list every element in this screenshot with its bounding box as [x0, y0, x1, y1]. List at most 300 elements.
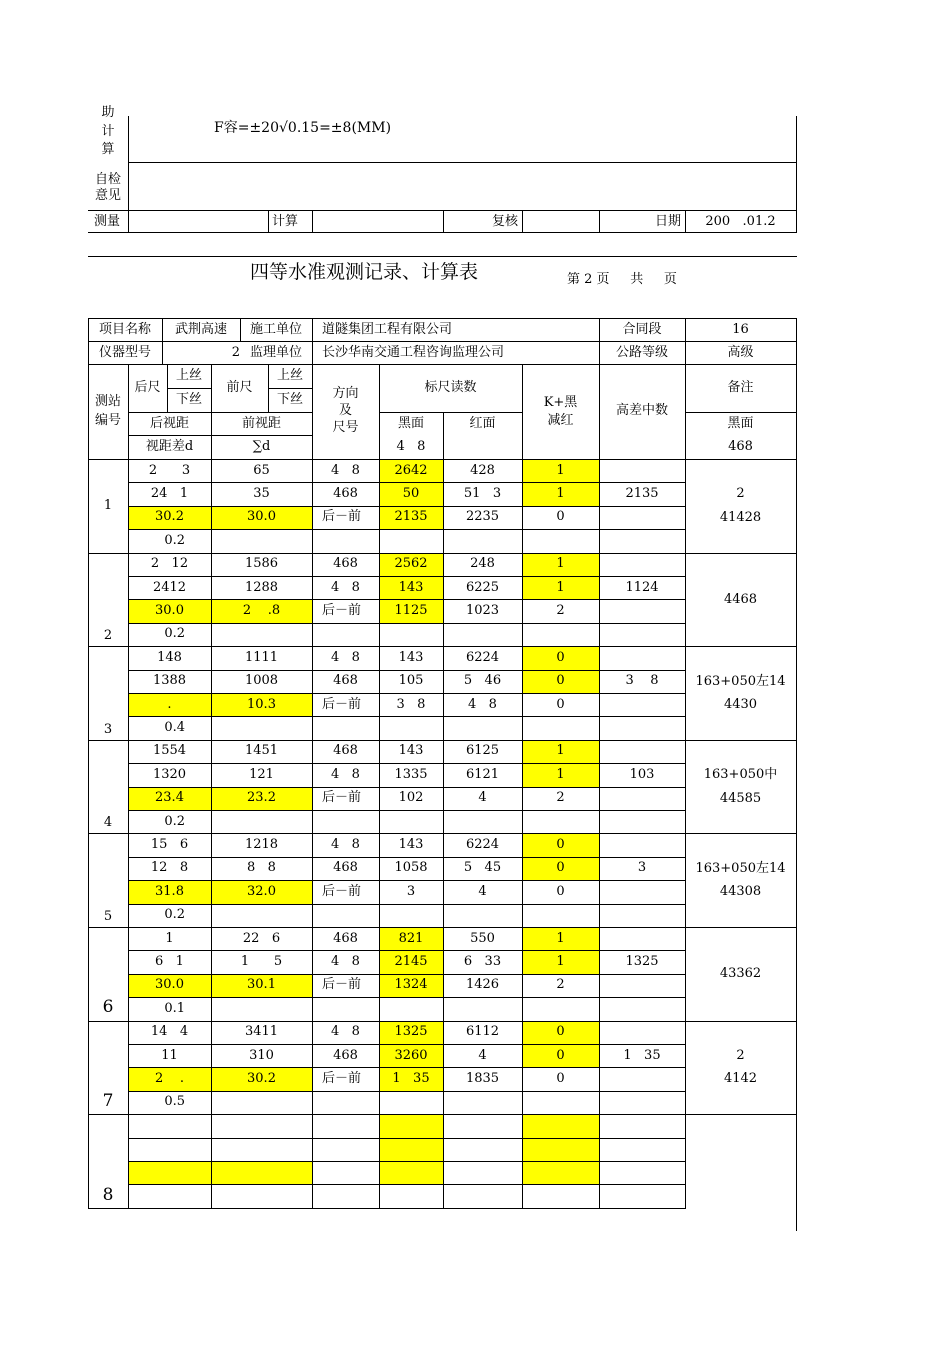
- direction-value: [312, 1161, 379, 1184]
- front-staff-value: [211, 904, 312, 927]
- page-info: 第 2 页 共 页: [567, 272, 677, 287]
- red-reading: 6 33: [463, 953, 502, 969]
- direction-value: 后－前: [322, 509, 362, 525]
- station-note: [685, 553, 796, 647]
- k-check: [522, 1138, 599, 1161]
- direction-value: 后－前: [322, 977, 362, 993]
- station-note-line: 2: [736, 1048, 745, 1063]
- k-check: 0: [556, 1047, 565, 1063]
- black-reading: 3260: [394, 1047, 428, 1063]
- direction-value: 468: [333, 1047, 358, 1063]
- instrument-value: 2: [231, 344, 240, 360]
- black-face-header: 黑面: [397, 415, 424, 431]
- back-staff-value: 0.4: [164, 719, 185, 735]
- k-check: 1: [556, 462, 565, 478]
- mean-diff: [599, 1067, 685, 1090]
- red-reading: [443, 810, 522, 833]
- info-col-line: [796, 341, 797, 365]
- station-note: [685, 740, 796, 834]
- black-reading: [379, 1138, 443, 1161]
- station-number: 2: [103, 627, 113, 643]
- front-staff-value: 8 8: [247, 860, 276, 876]
- sign-col-line: [522, 210, 523, 233]
- black-reading: 1125: [394, 602, 428, 618]
- back-staff-value: 2 12: [150, 556, 189, 572]
- top-divider: [128, 162, 797, 163]
- mean-diff: [599, 623, 685, 646]
- mean-diff: 3: [637, 860, 647, 876]
- back-staff-value: 31.8: [155, 883, 184, 899]
- red-reading: 1023: [465, 602, 500, 618]
- k-check: 2: [556, 602, 565, 618]
- red-reading: [443, 997, 522, 1020]
- k-check: 0: [556, 1070, 565, 1086]
- sum-d-header: ∑d: [252, 439, 271, 455]
- k-check: [522, 1114, 599, 1137]
- station-note-line: 4430: [723, 696, 758, 712]
- back-staff-value: 1: [165, 930, 174, 946]
- station-note-line: 163+050中: [703, 767, 778, 783]
- red-reading: 1835: [465, 1070, 500, 1086]
- reading-header: 标尺读数: [424, 379, 477, 395]
- supervisor-label: 监理单位: [249, 344, 302, 360]
- contract-value: 16: [732, 321, 749, 337]
- red-reading: 550: [470, 930, 495, 946]
- front-staff-value: 1288: [244, 579, 279, 595]
- direction-value: 468: [333, 743, 358, 759]
- mean-diff: 2135: [625, 485, 659, 501]
- station-note: [685, 833, 796, 927]
- station-header: 测站 编号: [94, 394, 121, 428]
- back-staff-value: 11: [161, 1047, 178, 1063]
- k-check: 0: [556, 696, 565, 712]
- black-reading: 143: [398, 579, 424, 595]
- direction-value: 468: [333, 930, 358, 946]
- front-staff-value: [211, 1114, 312, 1137]
- red-reading: [443, 716, 522, 739]
- red-reading: 2235: [465, 509, 500, 525]
- k-check: [522, 1161, 599, 1184]
- direction-value: 4 8: [331, 1024, 360, 1040]
- mean-diff: [599, 459, 685, 482]
- k-check: 0: [556, 649, 565, 665]
- black-reading: [379, 716, 443, 739]
- red-reading: 4: [478, 883, 487, 899]
- info-col-line: [796, 318, 797, 342]
- k-check: 1: [556, 953, 565, 969]
- red-reading: 1426: [465, 977, 500, 993]
- black-reading: [379, 529, 443, 552]
- black-reading: 2562: [394, 556, 428, 572]
- black-reading: [379, 997, 443, 1020]
- black-reading: 105: [398, 673, 424, 689]
- direction-value: 468: [333, 860, 358, 876]
- red-reading: [443, 1091, 522, 1114]
- k-check: [522, 529, 599, 552]
- back-staff-value: 15 6: [150, 836, 189, 852]
- k-black-minus-red-header: K+黑 减红: [543, 394, 578, 428]
- front-staff-value: 1008: [244, 673, 279, 689]
- front-staff-value: 1 5: [240, 953, 283, 969]
- black-reading: [379, 1114, 443, 1137]
- front-staff-value: 22 6: [242, 930, 281, 946]
- contract-label: 合同段: [622, 321, 662, 337]
- direction-value: [312, 997, 379, 1020]
- station-note-line: 4468: [723, 591, 758, 607]
- note-black-header: 黑面: [727, 415, 754, 431]
- station-note: [685, 646, 796, 740]
- back-staff-value: 30.2: [155, 509, 184, 525]
- lower-wire-header: 下丝: [276, 392, 303, 408]
- black-reading: 50: [402, 485, 420, 501]
- sign-col-line: [312, 210, 313, 233]
- direction-value: 4 8: [331, 649, 360, 665]
- front-staff-value: 121: [249, 766, 274, 782]
- k-check: [522, 716, 599, 739]
- black-reading: 2642: [394, 462, 428, 478]
- black-reading: 1325: [394, 1024, 428, 1040]
- red-reading: [443, 529, 522, 552]
- black-reading: 1335: [394, 766, 428, 782]
- direction-value: 后－前: [322, 602, 362, 618]
- station-note-line: 44308: [719, 884, 762, 900]
- front-staff-value: [211, 1184, 312, 1207]
- tolerance-formula: F容=±20√0.15=±8(MM): [214, 120, 392, 137]
- project-value: 武荆高速: [174, 321, 227, 337]
- red-reading: 428: [470, 462, 495, 478]
- direction-value: [312, 716, 379, 739]
- back-staff-value: [128, 1161, 211, 1184]
- front-staff-value: 1111: [244, 649, 279, 665]
- road-value: 高级: [727, 344, 754, 360]
- front-staff-value: 3411: [244, 1024, 279, 1040]
- mean-diff: [599, 1184, 685, 1207]
- back-staff-value: 0.2: [164, 907, 185, 923]
- direction-value: 4 8: [331, 766, 360, 782]
- back-staff-value: 30.0: [155, 602, 184, 618]
- station-number: 7: [102, 1090, 114, 1111]
- supervisor-value: 长沙华南交通工程咨询监理公司: [322, 344, 505, 360]
- mean-diff: 103: [629, 766, 655, 782]
- mean-diff: [599, 740, 685, 763]
- mean-diff: [599, 833, 685, 856]
- back-staff-value: 148: [157, 649, 182, 665]
- red-reading: 4: [478, 790, 487, 806]
- front-staff-value: 2 .8: [242, 602, 281, 618]
- back-staff-value: 0.2: [164, 532, 185, 548]
- front-staff-value: 1218: [244, 836, 279, 852]
- station-note: [685, 459, 796, 553]
- black-reading: 2135: [394, 509, 428, 525]
- front-staff-value: 1586: [244, 556, 279, 572]
- station-note-line: 41428: [719, 509, 762, 525]
- black-reading: 3 8: [396, 696, 426, 712]
- mean-diff: [599, 716, 685, 739]
- station-note-line: 43362: [719, 966, 762, 982]
- front-staff-value: 30.0: [247, 509, 276, 525]
- direction-value: [312, 1184, 379, 1207]
- black-reading: 1058: [394, 860, 428, 876]
- back-staff-value: 23.4: [155, 790, 184, 806]
- k-check: 0: [556, 509, 565, 525]
- direction-value: 4 8: [331, 462, 360, 478]
- black-reading: [379, 810, 443, 833]
- k-check: 0: [556, 836, 565, 852]
- black-reading: [379, 1161, 443, 1184]
- station-number: 1: [103, 497, 113, 513]
- note-col-line: [685, 459, 686, 1209]
- front-staff-value: 30.1: [247, 977, 276, 993]
- k-check: [522, 623, 599, 646]
- mean-diff: [599, 974, 685, 997]
- direction-value: [312, 1091, 379, 1114]
- back-staff-value: 2412: [152, 579, 187, 595]
- direction-value: 4 8: [331, 579, 360, 595]
- station-note-line: 44585: [719, 790, 762, 806]
- back-distance-header: 后视距: [149, 415, 189, 431]
- mean-diff: 1 35: [623, 1047, 661, 1063]
- red-reading: 6121: [465, 766, 500, 782]
- mean-height-diff-header: 高差中数: [615, 403, 668, 419]
- date-label: 日期: [654, 213, 681, 229]
- direction-value: [312, 810, 379, 833]
- red-reading: 5 46: [463, 673, 502, 689]
- mean-diff: [599, 927, 685, 950]
- mean-diff: [599, 880, 685, 903]
- black-reading: 1324: [394, 977, 428, 993]
- direction-value: 后－前: [322, 696, 362, 712]
- top-border-right: [796, 116, 797, 233]
- mean-diff: [599, 810, 685, 833]
- black-reading: [379, 904, 443, 927]
- red-reading: 4 8: [468, 696, 497, 712]
- back-staff-value: 2 .: [155, 1070, 184, 1086]
- front-staff-value: [211, 1091, 312, 1114]
- k-check: 0: [556, 860, 565, 876]
- back-staff-value: [128, 1114, 211, 1137]
- mean-diff: 3 8: [625, 673, 659, 689]
- direction-value: 468: [333, 556, 358, 572]
- black-reading: 143: [398, 649, 424, 665]
- black-reading: 2145: [394, 953, 428, 969]
- constructor-label: 施工单位: [249, 321, 302, 337]
- front-staff-value: 10.3: [247, 696, 276, 712]
- front-distance-header: 前视距: [241, 415, 281, 431]
- front-staff-value: [211, 529, 312, 552]
- front-staff-value: 23.2: [247, 790, 276, 806]
- k-check: 1: [556, 930, 565, 946]
- review-label: 复核: [491, 213, 518, 229]
- mean-diff: [599, 1021, 685, 1044]
- back-staff-value: 24 1: [150, 485, 189, 501]
- red-reading: 248: [470, 556, 495, 572]
- back-staff-value: 30.0: [155, 977, 184, 993]
- mean-diff: [599, 1161, 685, 1184]
- direction-value: 4 8: [331, 953, 360, 969]
- mean-diff: [599, 997, 685, 1020]
- back-staff-value: 0.2: [164, 813, 185, 829]
- direction-value: [312, 529, 379, 552]
- back-staff-value: 2 3: [148, 462, 191, 478]
- back-staff-value: [128, 1184, 211, 1207]
- front-staff-value: 32.0: [247, 883, 276, 899]
- direction-value: 后－前: [322, 1070, 362, 1086]
- red-reading: [443, 1114, 522, 1137]
- measure-label: 测量: [94, 213, 121, 229]
- front-staff-value: 35: [253, 485, 270, 501]
- station-number: 4: [103, 815, 113, 831]
- red-reading: 5 45: [463, 860, 502, 876]
- mean-diff: [599, 1138, 685, 1161]
- project-label: 项目名称: [98, 321, 151, 337]
- k-check: 1: [556, 485, 565, 501]
- k-check: 1: [556, 579, 565, 595]
- back-staff-value: 12 8: [150, 860, 189, 876]
- k-check: 0: [556, 883, 565, 899]
- front-staff-value: [211, 716, 312, 739]
- station-number: 6: [102, 997, 114, 1018]
- mean-diff: 1325: [625, 953, 659, 969]
- mean-diff: 1124: [625, 579, 659, 595]
- front-staff-value: [211, 1161, 312, 1184]
- front-staff-value: [211, 623, 312, 646]
- back-staff-value: 1554: [152, 743, 187, 759]
- back-staff-value: 14 4: [150, 1024, 189, 1040]
- mean-diff: [599, 1114, 685, 1137]
- black-reading: [379, 1184, 443, 1207]
- mean-diff: [599, 646, 685, 669]
- red-reading: [443, 1161, 522, 1184]
- back-staff-value: .: [167, 696, 172, 712]
- station-note-line: 2: [736, 486, 745, 502]
- k-check: [522, 1091, 599, 1114]
- mean-diff: [599, 506, 685, 529]
- red-reading: [443, 904, 522, 927]
- red-reading: [443, 1184, 522, 1207]
- direction-value: [312, 1138, 379, 1161]
- front-staff-value: [211, 997, 312, 1020]
- station-note: [685, 927, 796, 1021]
- red-reading: 6224: [465, 649, 500, 665]
- red-reading: 51 3: [463, 485, 502, 501]
- date-value: 200 .01.2: [705, 213, 776, 229]
- page-title: 四等水准观测记录、计算表: [250, 261, 479, 283]
- mean-diff: [599, 787, 685, 810]
- station-note-line: 163+050左14: [695, 860, 786, 876]
- direction-value: [312, 623, 379, 646]
- mean-diff: [599, 599, 685, 622]
- black-reading: 3: [406, 883, 416, 899]
- top-col-line: [128, 116, 129, 233]
- front-staff-value: [211, 1138, 312, 1161]
- black-reading: 143: [398, 836, 424, 852]
- back-staff-value: 0.5: [164, 1094, 185, 1110]
- back-staff-value: 1320: [152, 766, 187, 782]
- direction-value: 4 8: [331, 836, 360, 852]
- direction-header: 方向 及 尺号: [332, 386, 359, 435]
- k-check: 1: [556, 556, 565, 572]
- header-col-line: [796, 364, 797, 460]
- black-reading: 821: [398, 930, 424, 946]
- black-reading: [379, 623, 443, 646]
- k-check: [522, 997, 599, 1020]
- direction-value: [312, 904, 379, 927]
- red-reading: 6112: [465, 1024, 500, 1040]
- red-reading: 6125: [465, 743, 500, 759]
- k-check: 0: [556, 673, 565, 689]
- station-number: 8: [102, 1184, 114, 1205]
- self-check-label: 自检 意见: [94, 171, 121, 203]
- direction-value: [312, 1114, 379, 1137]
- station-number: 3: [103, 721, 113, 737]
- right-border: [796, 459, 797, 1231]
- mean-diff: [599, 693, 685, 716]
- front-staff-value: 65: [253, 462, 270, 478]
- upper-wire-header: 上丝: [276, 367, 303, 383]
- red-reading: 6224: [465, 836, 500, 852]
- k-check: [522, 1184, 599, 1207]
- direction-value: 468: [333, 485, 358, 501]
- black-reading: [379, 1091, 443, 1114]
- calc-label: 计算: [272, 213, 299, 229]
- instrument-label: 仪器型号: [98, 344, 151, 360]
- black-reading: 1 35: [392, 1070, 430, 1086]
- k-check: 0: [556, 1024, 565, 1040]
- front-staff-value: [211, 810, 312, 833]
- back-staff-value: [128, 1138, 211, 1161]
- table-bottom: [88, 1208, 686, 1209]
- road-label: 公路等级: [615, 344, 668, 360]
- mean-diff: [599, 529, 685, 552]
- direction-value: 后－前: [322, 790, 362, 806]
- front-staff-header: 前尺: [226, 379, 253, 395]
- mean-diff: [599, 553, 685, 576]
- back-staff-value: 0.1: [164, 1000, 185, 1016]
- mean-diff: [599, 904, 685, 927]
- front-staff-value: 310: [249, 1047, 274, 1063]
- upper-wire-header: 上丝: [175, 367, 202, 383]
- front-staff-value: 1451: [244, 743, 279, 759]
- k-check: [522, 904, 599, 927]
- station-note-line: 163+050左14: [695, 673, 786, 689]
- k-check: 2: [556, 977, 565, 993]
- red-face-header: 红面: [469, 415, 496, 431]
- k-check: [522, 810, 599, 833]
- back-staff-value: 1388: [152, 673, 187, 689]
- station-note-line: 4142: [723, 1071, 758, 1087]
- black-reading: 143: [398, 743, 424, 759]
- back-staff-header: 后尺: [134, 379, 161, 395]
- red-reading: [443, 1138, 522, 1161]
- lower-wire-header: 下丝: [175, 392, 202, 408]
- back-staff-value: 0.2: [164, 626, 185, 642]
- note-header: 备注: [727, 379, 754, 395]
- black-reading: 102: [398, 790, 424, 806]
- front-staff-value: 30.2: [247, 1070, 276, 1086]
- mean-diff: [599, 1091, 685, 1114]
- station-number: 5: [103, 908, 113, 924]
- red-reading: [443, 623, 522, 646]
- station-note: [685, 1021, 796, 1115]
- k-check: 1: [556, 743, 565, 759]
- direction-value: 后－前: [322, 883, 362, 899]
- aux-calc-label: 助 计 算: [101, 104, 115, 158]
- constructor-value: 道隧集团工程有限公司: [322, 321, 453, 337]
- red-reading: 6225: [465, 579, 500, 595]
- direction-value: 468: [333, 673, 358, 689]
- note-black-value: 468: [728, 439, 753, 455]
- back-staff-value: 6 1: [155, 953, 184, 969]
